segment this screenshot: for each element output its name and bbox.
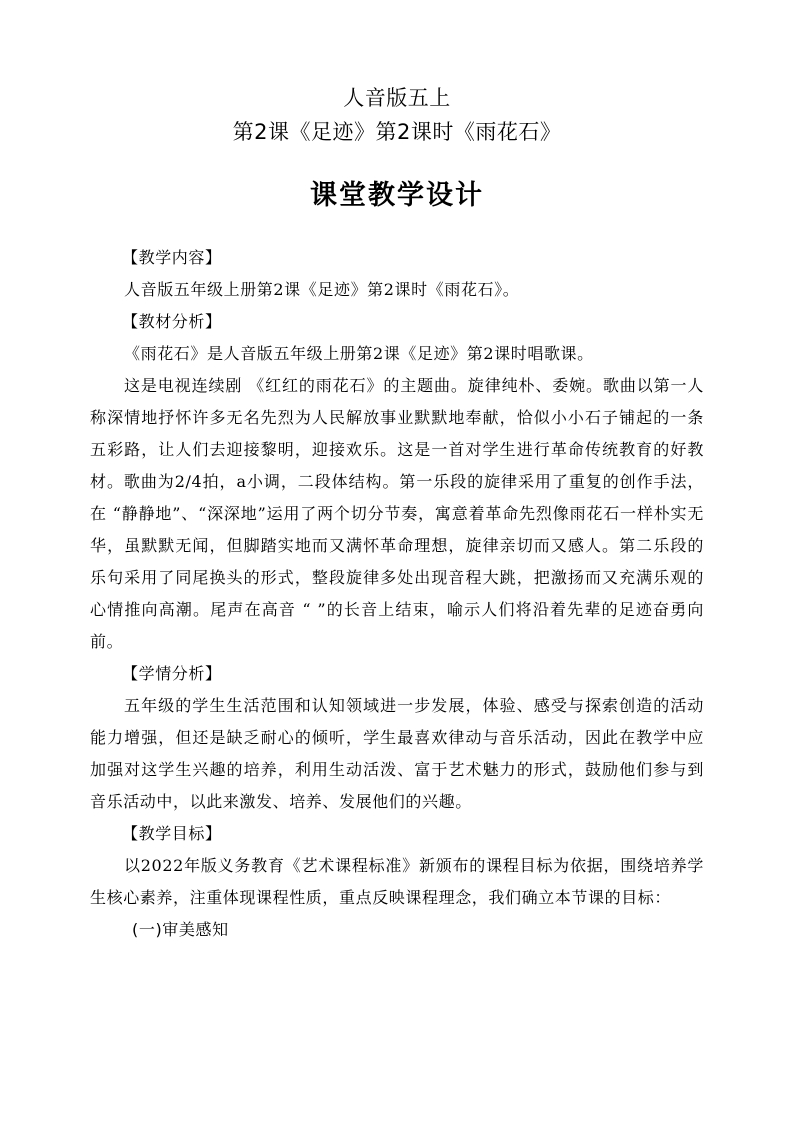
page-title: 课堂教学设计 [310,180,484,211]
goal-item-aesthetic-perception: (一)审美感知 [132,920,229,939]
material-analysis-para-1: 《雨花石》是人音版五年级上册第2课《足迹》第2课时唱歌课。 [124,344,594,363]
material-analysis-para-2: 这是电视连续剧 《红红的雨花石》的主题曲。旋律纯朴、委婉。歌曲以第一人称深情地抒怀许多无名先烈为人民解放事业默默地奉献，恰似小小石子铺起的一条五彩路，让人们去迎接黎明，迎接欢乐。这是一首对学生进行革命传统教育的好教材。歌曲为2/4拍，a小调，二段体结构。第一乐段的旋律采用了重复的创作手法，在 “静静地”、“深深地”运用了两个切分节奏，寓意着革命先烈像雨花石一样朴实无华，虽默默无闻，但脚踏实地而又满怀革命理想，旋律亲切而又感人。第二乐段的乐句采用了同尾换头的形式，整段旋律多处出现音程大跳，把激扬而又充满乐观的心情推向高潮。尾声在高音 “ ”的长音上结束，喻示人们将沿着先辈的足迹奋勇向前。 [90,376,704,651]
heading-teaching-goals: 【教学目标】 [122,824,222,843]
heading-teaching-content: 【教学内容】 [122,248,222,267]
lesson-title: 第2课《足迹》第2课时《雨花石》 [232,120,562,144]
heading-student-analysis: 【学情分析】 [122,664,222,683]
teaching-content-text: 人音版五年级上册第2课《足迹》第2课时《雨花石》。 [124,280,520,299]
textbook-edition: 人音版五上 [343,86,451,110]
heading-material-analysis: 【教材分析】 [122,312,222,331]
teaching-goals-para: 以2022年版义务教育《艺术课程标准》新颁布的课程目标为依据，围绕培养学生核心素养，注重体现课程性质，重点反映课程理念，我们确立本节课的目标： [90,856,704,907]
student-analysis-para: 五年级的学生生活范围和认知领域进一步发展，体验、感受与探索创造的活动能力增强，但还是缺乏耐心的倾听，学生最喜欢律动与音乐活动，因此在教学中应加强对这学生兴趣的培养，利用生动活泼、富于艺术魅力的形式，鼓励他们参与到音乐活动中，以此来激发、培养、发展他们的兴趣。 [90,696,704,811]
